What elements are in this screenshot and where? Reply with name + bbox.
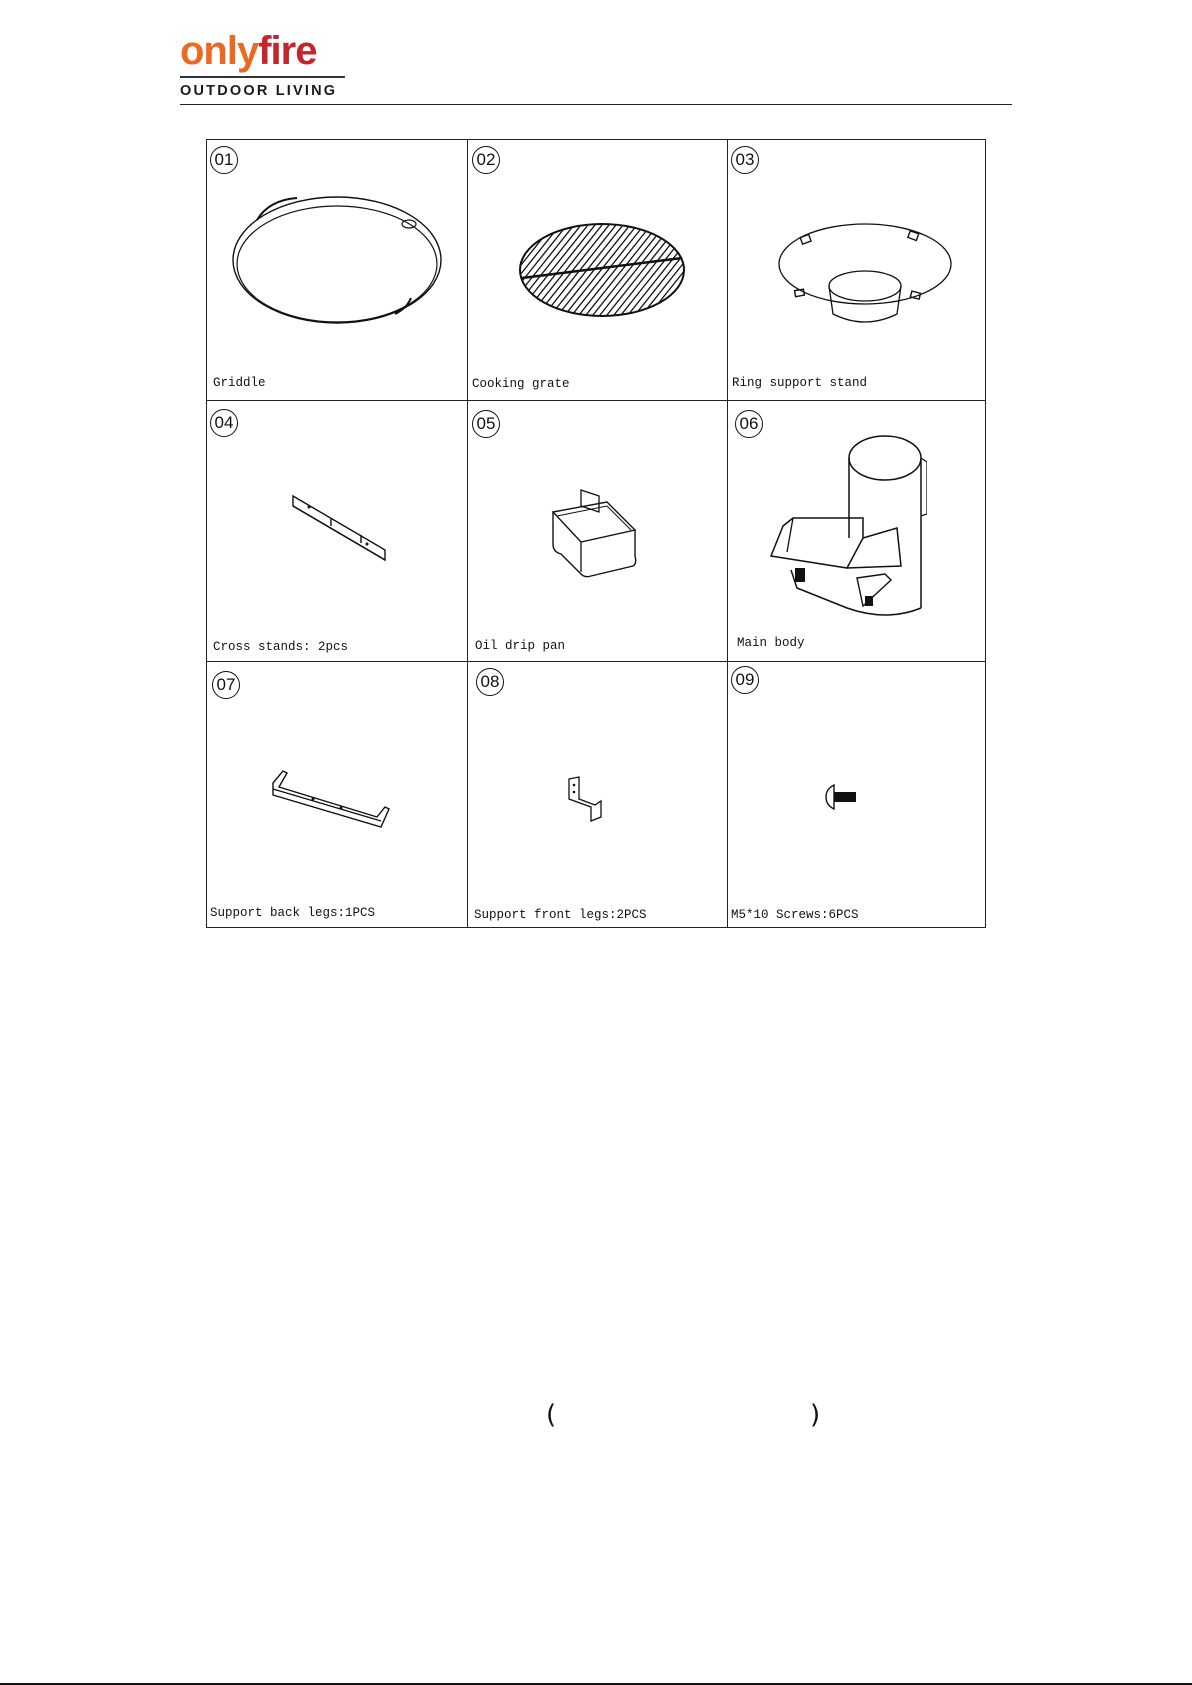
part-cell xyxy=(727,400,987,661)
part-label: Support front legs:2PCS xyxy=(474,908,647,922)
parts-grid xyxy=(206,139,986,928)
logo-word-only: only xyxy=(180,29,259,73)
griddle-icon xyxy=(227,190,447,330)
close-bracket-mark: ) xyxy=(810,1400,821,1430)
part-label: M5*10 Screws:6PCS xyxy=(731,908,859,922)
logo-tagline: OUTDOOR LIVING xyxy=(180,83,338,99)
part-number-badge: 05 xyxy=(472,410,500,438)
main-body-icon xyxy=(767,418,927,628)
cooking-grate-icon xyxy=(517,220,687,320)
ring-support-stand-icon xyxy=(775,222,955,332)
brand-logo xyxy=(180,30,345,102)
part-label: Griddle xyxy=(213,376,266,390)
part-cell xyxy=(467,140,727,400)
part-cell xyxy=(207,140,467,400)
part-cell xyxy=(727,661,987,929)
part-label: Cooking grate xyxy=(472,377,570,391)
part-number-badge: 04 xyxy=(210,409,238,437)
part-label: Oil drip pan xyxy=(475,639,566,653)
part-label: Support back legs:1PCS xyxy=(210,906,376,920)
oil-drip-pan-icon xyxy=(549,486,649,582)
open-bracket-mark: ( xyxy=(546,1400,557,1430)
part-number-badge: 07 xyxy=(212,671,240,699)
logo-word-fire: fire xyxy=(258,29,317,73)
part-cell xyxy=(207,400,467,661)
part-cell xyxy=(727,140,987,400)
part-number-badge: 02 xyxy=(472,146,500,174)
part-cell xyxy=(467,661,727,929)
header-divider xyxy=(180,104,1012,105)
support-front-leg-icon xyxy=(565,775,605,823)
screw-icon xyxy=(825,783,859,811)
part-label: Main body xyxy=(737,636,805,650)
support-back-leg-icon xyxy=(269,767,393,839)
part-number-badge: 01 xyxy=(210,146,238,174)
logo-rule xyxy=(180,76,345,78)
part-label: Cross stands: 2pcs xyxy=(213,640,349,654)
part-label: Ring support stand xyxy=(732,376,868,390)
part-number-badge: 03 xyxy=(731,146,759,174)
part-number-badge: 08 xyxy=(476,668,504,696)
part-cell xyxy=(207,661,467,929)
part-number-badge: 09 xyxy=(731,666,759,694)
logo-wordmark xyxy=(180,30,316,72)
part-number-badge: 06 xyxy=(735,410,763,438)
cross-stand-icon xyxy=(287,488,397,568)
part-cell xyxy=(467,400,727,661)
